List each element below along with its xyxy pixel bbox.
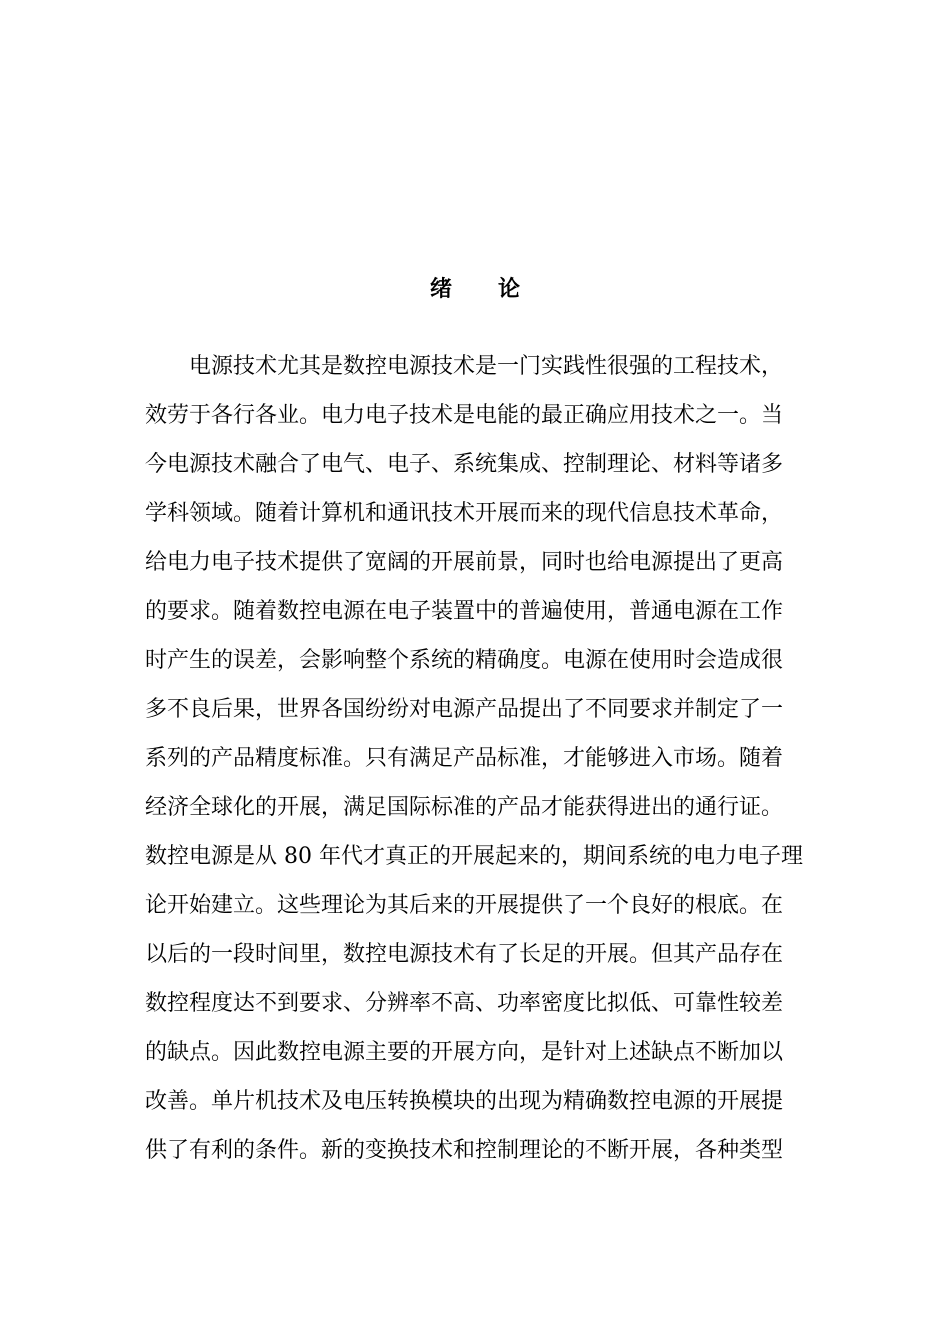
paragraph-line: 学科领域。随着计算机和通讯技术开展而来的现代信息技术革命， <box>145 501 784 526</box>
paragraph-line: 改善。单片机技术及电压转换模块的出现为精确数控电源的开展提 <box>145 1089 784 1114</box>
paragraph-line: 数控电源是从 80 年代才真正的开展起来的，期间系统的电力电子理 <box>145 844 803 869</box>
paragraph-line: 数控程度达不到要求、分辨率不高、功率密度比拟低、可靠性较差 <box>145 991 784 1016</box>
paragraph-line: 的要求。随着数控电源在电子装置中的普遍使用，普通电源在工作 <box>145 599 784 624</box>
paragraph-line: 电源技术尤其是数控电源技术是一门实践性很强的工程技术， <box>145 354 784 379</box>
chapter-title <box>0 272 950 306</box>
paragraph-line: 系列的产品精度标准。只有满足产品标准，才能够进入市场。随着 <box>145 746 784 771</box>
chapter-title-char-2: 论 <box>498 276 521 302</box>
paragraph-line: 经济全球化的开展，满足国际标准的产品才能获得进出的通行证。 <box>145 795 784 820</box>
paragraph-line: 给电力电子技术提供了宽阔的开展前景，同时也给电源提出了更高 <box>145 550 784 575</box>
paragraph-line: 论开始建立。这些理论为其后来的开展提供了一个良好的根底。在 <box>145 893 784 918</box>
paragraph-line: 今电源技术融合了电气、电子、系统集成、控制理论、材料等诸多 <box>145 452 784 477</box>
paragraph-line: 效劳于各行各业。电力电子技术是电能的最正确应用技术之一。当 <box>145 403 784 428</box>
body-paragraph <box>145 342 805 1175</box>
paragraph-line: 的缺点。因此数控电源主要的开展方向，是针对上述缺点不断加以 <box>145 1040 784 1065</box>
paragraph-line: 时产生的误差，会影响整个系统的精确度。电源在使用时会造成很 <box>145 648 784 673</box>
paragraph-line: 以后的一段时间里，数控电源技术有了长足的开展。但其产品存在 <box>145 942 784 967</box>
chapter-title-char-1: 绪 <box>429 276 452 302</box>
paragraph-line: 多不良后果，世界各国纷纷对电源产品提出了不同要求并制定了一 <box>145 697 784 722</box>
paragraph-line: 供了有利的条件。新的变换技术和控制理论的不断开展，各种类型 <box>145 1138 784 1163</box>
